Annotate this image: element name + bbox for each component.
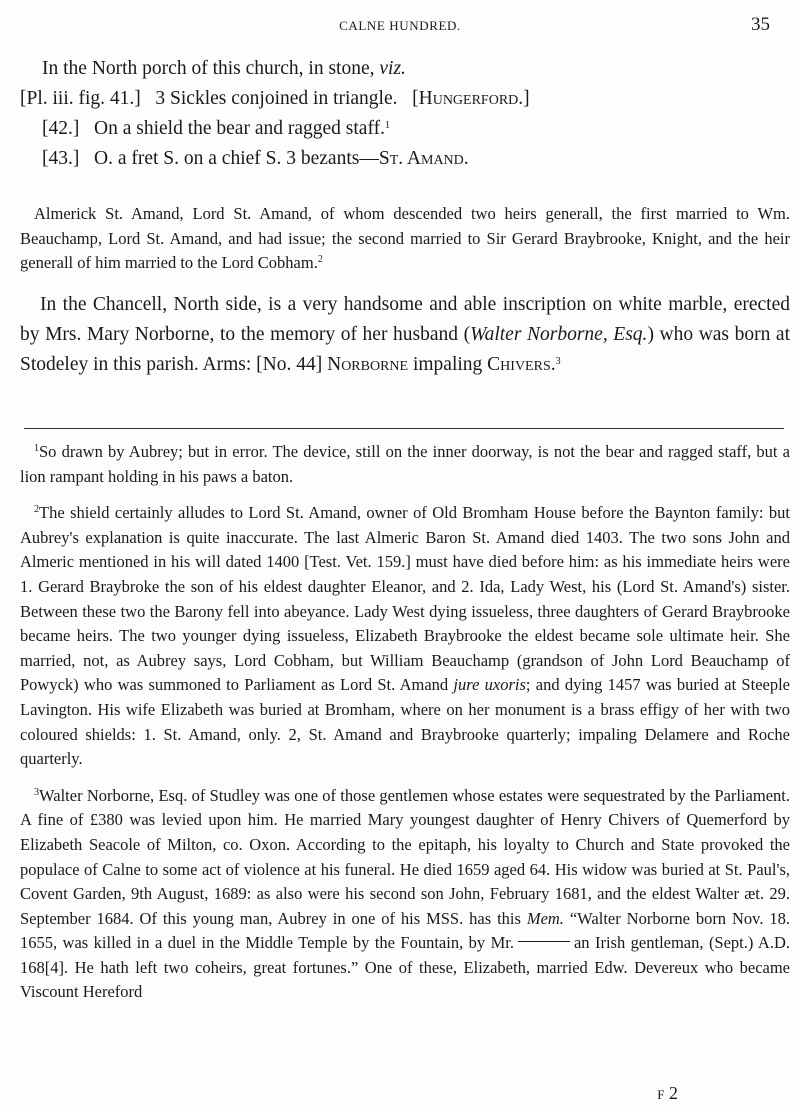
running-head: CALNE HUNDRED. xyxy=(339,18,461,33)
arms-item: [Pl. iii. fig. 41.] 3 Sickles conjoined in triangle. [Hungerford.] xyxy=(20,88,530,109)
signature-mark: F 2 xyxy=(657,1083,678,1103)
footnote-2: $^2$The shield certainly alludes to Lord St. Amand, owner of Old Bromham House before the Baynton family: but Aubrey's explanation is quite inaccurate. The last Almeric Baron St. Amand died 1403. The two sons John and Almeric mentioned in his will dated 1400 [Test. Vet. 159.] must have died before him: as his immediate heirs were 1. Gerard Braybroke the son of his eldest daughter Eleanor, and 2. Ida, Lady West, his (Lord St. Amand's) sister. Between these two the Barony fell into abeyance. Lady West dying issueless, three daughters of Gerard Braybrooke became heirs. The two younger dying issueless, Elizabeth Braybrooke the eldest became sole ultimate heir. She married, not, as Aubrey says, Lord Cobham, but William Beauchamp (grandson of John Lord Beauchamp of Powyck) who was summoned to Parliament as Lord St. Amand jure uxoris; and dying 1457 was buried at Steeple Lavington. His wife Elizabeth was buried at Bromham, where on her monument is a brass effigy of her with two coloured shields: 1. St. Amand, only. 2, St. Amand and Braybrooke quarterly; impaling Delamere and Roche quarterly. xyxy=(20,503,790,769)
aubrey-note: Almerick St. Amand, Lord St. Amand, of whom descended two heirs generall, the first married to Wm. Beauchamp, Lord St. Amand, and had issue; the second married to Sir Gerard Braybrooke, Knight, and the heir generall of him married to the Lord Cobham.$^2$ xyxy=(20,204,790,272)
footnote-ref[interactable]: 1 xyxy=(384,120,390,131)
main-text xyxy=(20,54,790,174)
footnotes xyxy=(20,440,790,1017)
page-header xyxy=(0,14,800,44)
footnote-ref[interactable]: 2 xyxy=(317,254,323,265)
footnote-1: $^1$So drawn by Aubrey; but in error. The device, still on the inner doorway, is not the bear and ragged staff, but a lion rampant holding in his paws a baton. xyxy=(20,442,790,486)
chancell-paragraph: In the Chancell, North side, is a very handsome and able inscription on white marble, erected by Mrs. Mary Norborne, to the memory of her husband (Walter Norborne, Esq.) who was born at Stodeley in this parish. Arms: [No. 44] Norborne impaling Chivers.$^3$ xyxy=(20,294,791,375)
footnote-3: $^3$Walter Norborne, Esq. of Studley was one of those gentlemen whose estates were sequestrated by the Parliament. A fine of £380 was levied upon him. He married Mary youngest daughter of Henry Chivers of Quemerford by Elizabeth Seacole of Milton, co. Oxon. According to the epitaph, his loyalty to Church and State provoked the populace of Calne to some act of violence at his funeral. He died 1659 aged 64. His widow was buried at St. Paul's, Covent Garden, 9th August, 1689: as also were his second son John, February 1681, and the eldest Walter æt. 29. September 1684. Of this young man, Aubrey in one of his MSS. has this Mem. “Walter Norborne born Nov. 18. 1655, was killed in a duel in the Middle Temple by the Fountain, by Mr. an Irish gentleman, (Sept.) A.D. 168[4]. He hath left two coheirs, great fortunes.” One of these, Elizabeth, married Edw. Devereux who became Viscount Hereford xyxy=(20,785,790,1002)
page-number: 35 xyxy=(751,14,770,35)
blank-dash xyxy=(518,941,570,942)
intro-line: In the North porch of this church, in stone, viz. xyxy=(42,58,406,79)
footnote-ref[interactable]: 3 xyxy=(555,356,561,367)
arms-item: [43.] O. a fret S. on a chief S. 3 bezants—St. Amand. xyxy=(42,148,469,169)
footnote-divider xyxy=(24,428,784,429)
arms-item: [42.] On a shield the bear and ragged staff.$^1$ xyxy=(42,118,390,139)
